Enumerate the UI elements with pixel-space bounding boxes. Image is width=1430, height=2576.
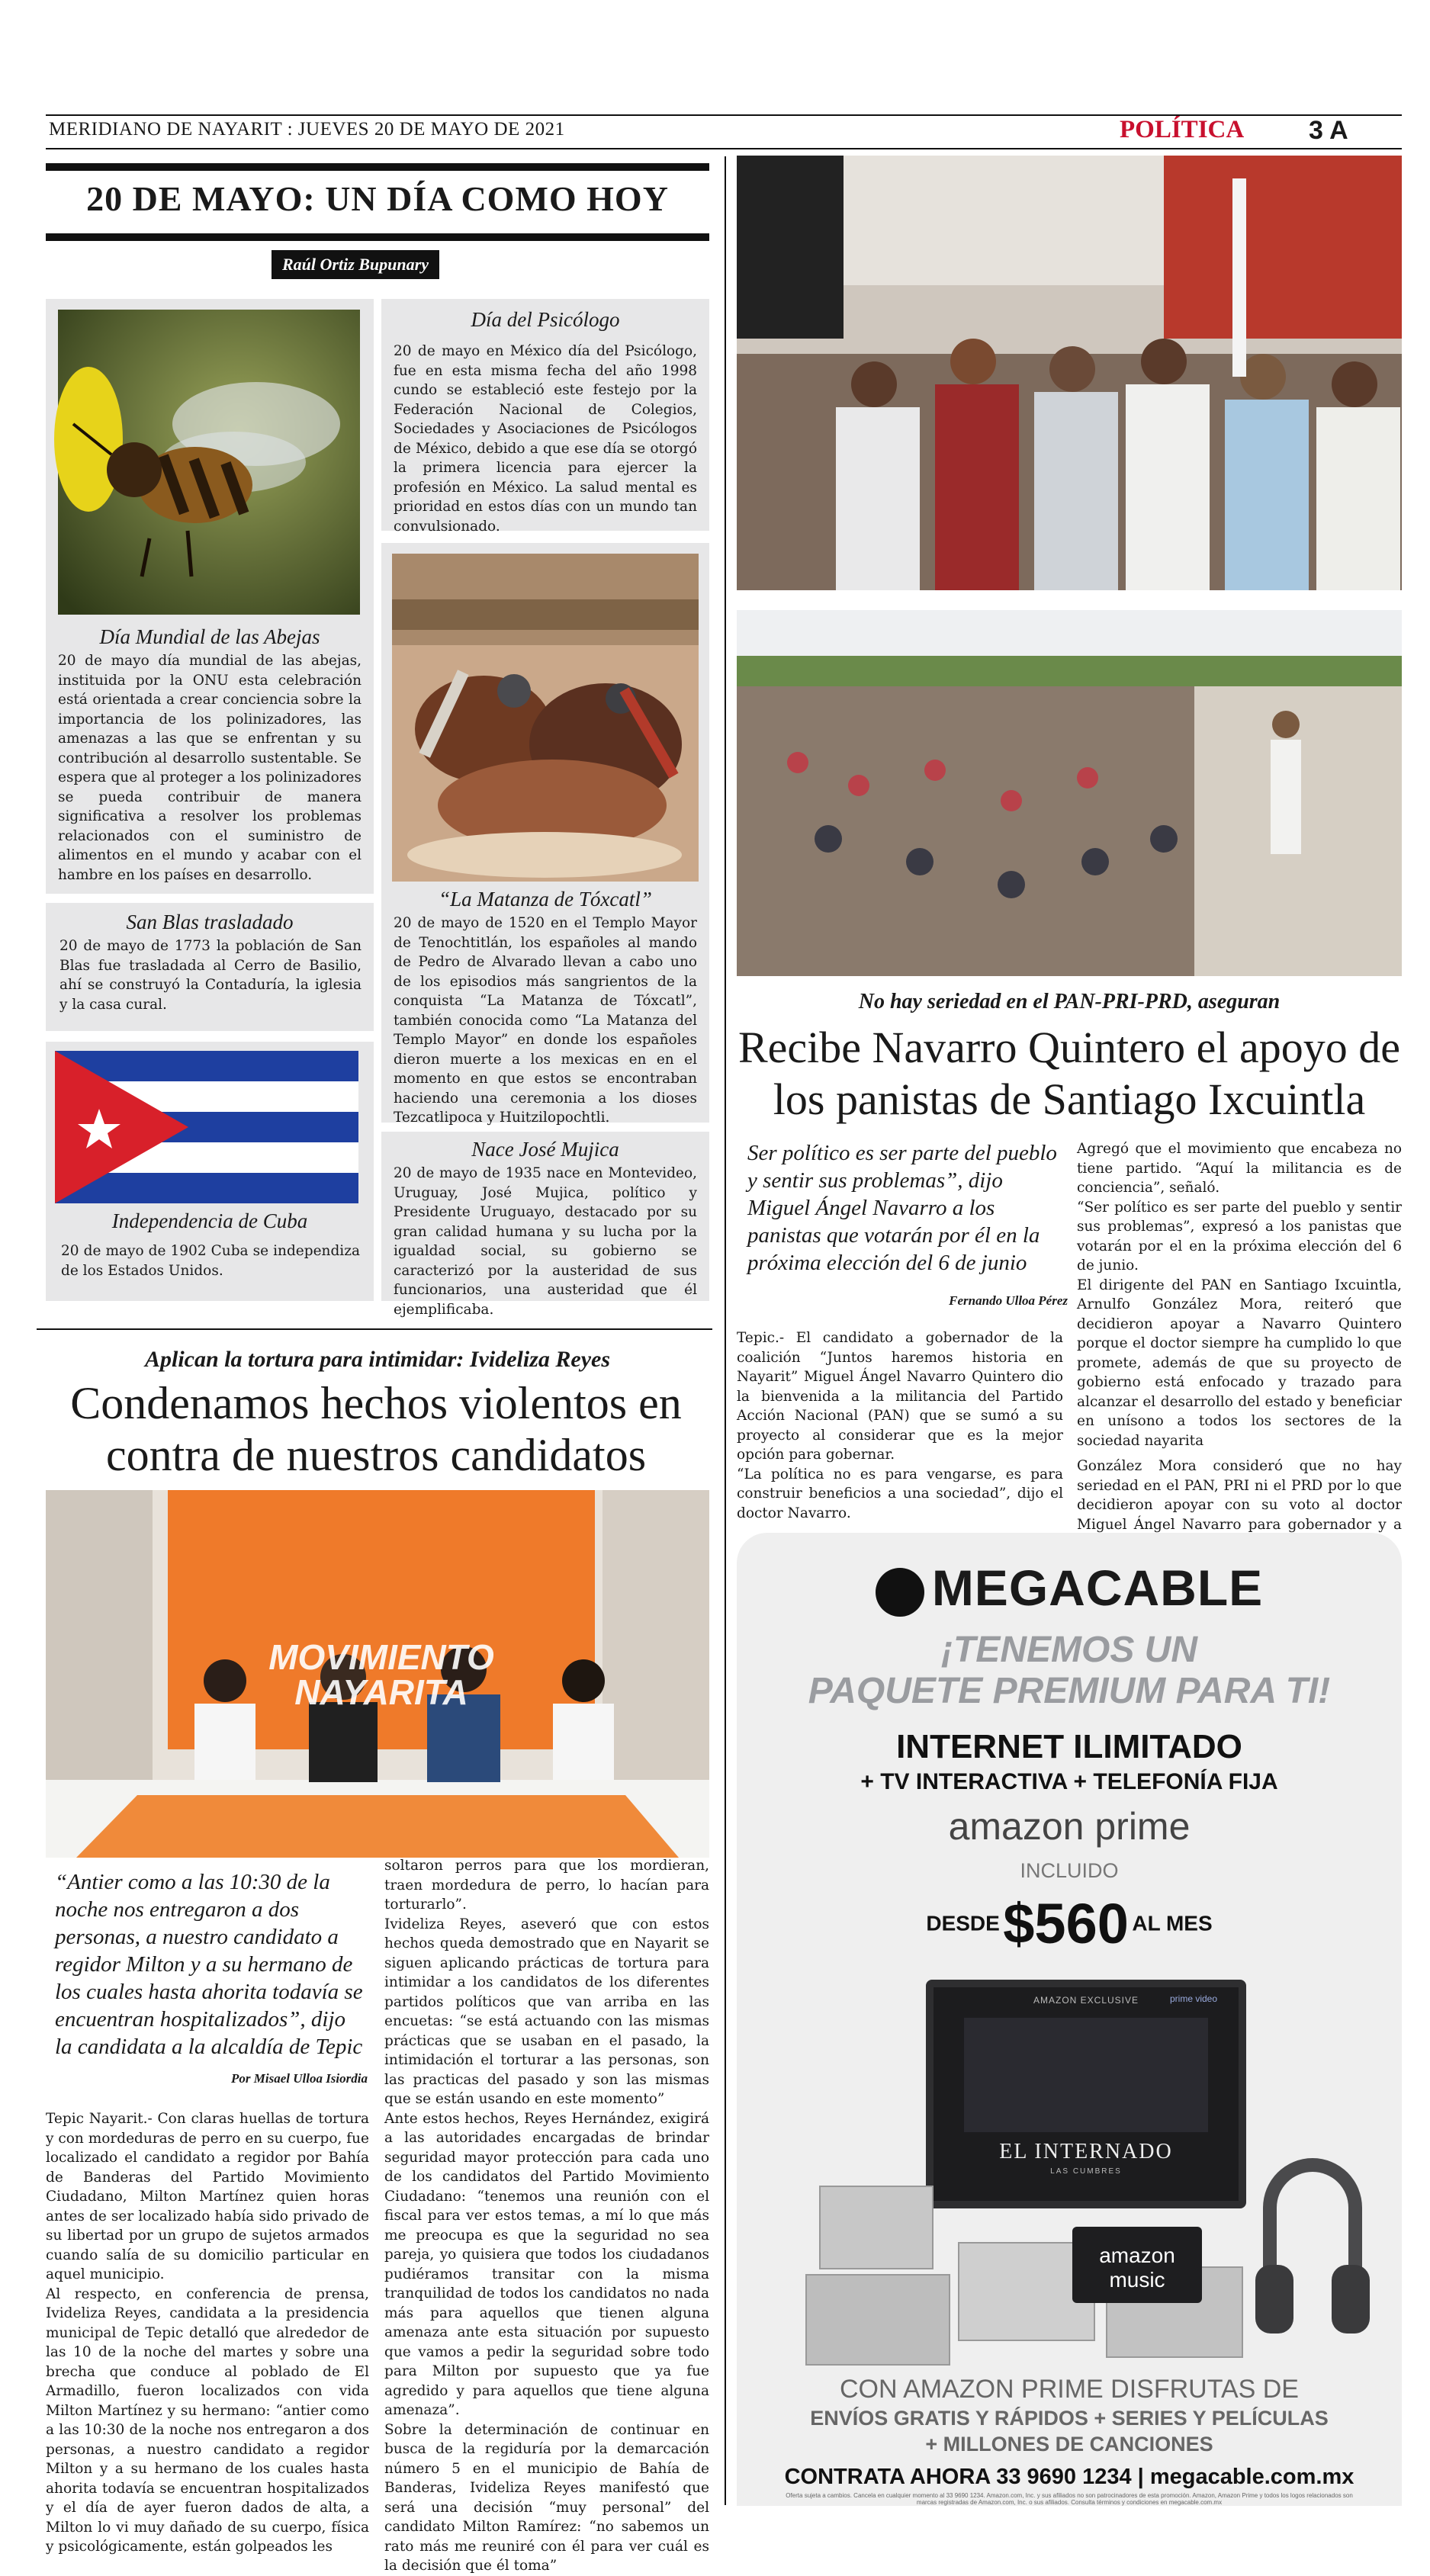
psychologist-text: 20 de mayo en México día del Psicólogo, fue en esta misma fecha del año 1998 cundo se estableció este festejo por la Federación Nacional de Colegios, Sociedades y Asociaciones de Psicólogos de México, debido a que ese día se otorgó la primera licencia para ejercer la profesión en México. La salud mental es prioridad en estos días con un mundo tan convulsionado.	[394, 343, 697, 535]
mujica-text: 20 de mayo de 1935 nace en Montevideo, Uruguay, José Mujica, político y Presidente Uruguayo, destacado por su gran calidad humana y su lucha por la igualdad social, su gobierno se caracterizó por la austeridad de sus funcionarios, una austeridad que él ejemplificaba.	[394, 1165, 697, 1318]
right-article-headline: Recibe Navarro Quintero el apoyo de los panistas de Santiago Ixcuintla	[737, 1023, 1401, 1124]
newspaper-dateline: MERIDIANO DE NAYARIT : JUEVES 20 DE MAYO DE 2021	[49, 119, 565, 140]
feature-item-bees	[46, 299, 374, 894]
right-article-byline: Fernando Ulloa Pérez	[949, 1293, 1068, 1308]
feature-top-bar	[46, 163, 709, 171]
left-article-col2	[384, 1856, 709, 2576]
left-article-kicker: Aplican la tortura para intimidar: Ivideliza Reyes	[144, 1347, 611, 1372]
left-article-headline: Condenamos hechos violentos en contra de nuestros candidatos	[70, 1378, 682, 1480]
ad-foot2: ENVÍOS GRATIS Y RÁPIDOS + SERIES Y PELÍCULAS	[810, 2407, 1329, 2430]
left-col2-p4: Sobre la determinación de continuar en busca de la regiduría por la demarcación número 5 en el municipio de Bahía de Banderas, Ivideliza Reyes manifestó que será una decisión “muy personal” del candidato Milton Ramírez: “no sabemos un rato más me reuniré con él para ver cuál es la decisión que él toma”	[384, 2421, 709, 2574]
toxcatl-text: 20 de mayo de 1520 en el Templo Mayor de Tenochtitlán, los españoles al mando de Pedro de Alvarado llevan a cabo uno de los episodios más sangrientos de la conquista “La Matanza de Tóxcatl”, también conocida como “La Matanza del Templo Mayor” en donde los españoles dieron muerte a los mexicas en en el momento en que estos se encontraban haciendo una ceremonia a los dioses Tezcatlipoca y Huitzilopochtli.	[394, 915, 697, 1126]
press-conference-photo	[46, 1490, 709, 1858]
toxcatl-image	[392, 554, 699, 882]
tv-title: EL INTERNADO	[999, 2140, 1173, 2163]
cuba-flag	[55, 1051, 358, 1203]
ad-internet: INTERNET ILIMITADO	[896, 1728, 1242, 1765]
section-label: POLÍTICA	[1120, 116, 1245, 143]
tv-top-label: AMAZON EXCLUSIVE	[1033, 1995, 1139, 2006]
right-col2-p1: Agregó que el movimiento que encabeza no tiene partido. “Aquí la militancia es de conciencia”, señaló.	[1077, 1141, 1402, 1196]
headphones-icon	[1263, 2158, 1362, 2280]
ad-foot3: + MILLONES DE CANCIONES	[925, 2433, 1213, 2456]
feature-item-psychologist	[381, 299, 709, 535]
ad-price: $560	[1003, 1892, 1129, 1955]
ad-desde: DESDE	[926, 1911, 1000, 1935]
ad-extras: + TV INTERACTIVA + TELEFONÍA FIJA	[860, 1769, 1278, 1794]
feature-item-sanblas	[46, 903, 374, 1031]
ad-line1: ¡TENEMOS UN	[941, 1630, 1197, 1670]
amazon-box-2	[805, 2274, 950, 2366]
headphones-left-cup	[1255, 2265, 1293, 2333]
left-col1-p1: Tepic Nayarit.- Con claras huellas de tortura y con mordeduras de perro en su cuerpo, fue localizado el candidato a regidor por Bahía de Banderas del Partido Movimiento Ciudadano, Milton Martínez quien horas antes de ser localizado había sido privado de su libertad por un grupo de sujetos armados cuando salía de su domicilio particular en aquel municipio.	[46, 2111, 369, 2282]
feature-item-toxcatl	[381, 543, 709, 1126]
tv-brand: prime video	[1170, 1993, 1218, 2004]
left-article-byline: Por Misael Ulloa Isiordia	[231, 2071, 368, 2086]
feature-title: 20 DE MAYO: UN DÍA COMO HOY	[86, 179, 669, 218]
ad-amazon-prime: amazon prime	[948, 1805, 1191, 1848]
bees-text: 20 de mayo día mundial de las abejas, instituida por la ONU esta celebración está orientada a crear conciencia sobre la importancia de los polinizadores, las amenazas a las que se enfrentan y su contribución al desarrollo sustentable. Se espera que al proteger a los polinizadores se pueda contribuir de manera significativa a resolver los problemas relacionados con el suministro de alimentos en el mundo y acabar con el hambre en los países en desarrollo.	[58, 653, 362, 883]
right-col1-p1: Tepic.- El candidato a gobernador de la coalición “Juntos haremos historia en Nayarit” Miguel Ángel Navarro Quintero dio la bienvenida a la militancia del Partido Acción Nacional (PAN) que se sumó a su proyecto al considerar que es la mejor opción para gobernar.	[737, 1330, 1063, 1463]
rally-image-bottom	[737, 610, 1402, 976]
left-col2-p3: Ante estos hechos, Reyes Hernández, exigirá a las autoridades encargadas de brindar seguridad mayor protección para cada uno de los candidatos del Partido Movimiento Ciudadano: “tenemos una reunión con el fiscal para ver estos temas, a mí lo que más me preocupa es que la seguridad no sea pareja, yo quisiera que todos los ciudadanos pudiéramos transitar con la misma tranquilidad de todos los candidatos no nada más para aquellos que tienen alguna amenaza ante esta situación por supuesto que vamos a pedir la seguridad sobre todo para Milton por supuesto que ya fue agredido y para aquellos que tiene alguna amenaza”.	[384, 2110, 709, 2418]
ad-price-line	[737, 1891, 1402, 1956]
right-article-col1	[737, 1328, 1063, 1523]
ad-included: INCLUIDO	[1020, 1859, 1119, 1882]
feature-bottom-bar	[46, 233, 709, 241]
cuba-flag-image	[55, 1051, 358, 1203]
bee-image	[58, 310, 360, 615]
feature-item-cuba	[46, 1042, 374, 1301]
right-article-pullquote: Ser político es ser parte del pueblo y sentir sus problemas”, dijo Miguel Ángel Navarro a los panistas que votarán por él en la próxima elección del 6 de junio	[747, 1141, 1057, 1275]
left-article-pullquote: “Antier como a las 10:30 de la noche nos entregaron a dos personas, a nuestro candidato a regidor Milton y a su hermano de los cuales hasta ahorita todavía se encuentran hospitalizados”, dijo la candidata a la alcaldía de Tepic	[55, 1870, 363, 2059]
left-col2-p2: Ivideliza Reyes, aseveró que con estos hechos queda demostrado que en Nayarit se siguen aplicando prácticas de tortura para intimidar a los candidatos de los diferentes partidos políticos que van arriba en las encuetas: “se está actuando con las mismas prácticas que se usaban en el pasado, la intimidación el torturar a las personas, son las practicas del pasado y son las mismas que se están usando en este momento”	[384, 1916, 709, 2107]
amazon-music-device: amazon music	[1072, 2227, 1202, 2303]
ad-foot1: CON AMAZON PRIME DISFRUTAS DE	[840, 2375, 1299, 2404]
cuba-heading: Independencia de Cuba	[111, 1209, 308, 1232]
ad-tv	[926, 1980, 1246, 2208]
amazon-box-1	[819, 2186, 934, 2269]
right-col2-p2: “Ser político es ser parte del pueblo y sentir sus problemas”, expresó a los panistas que votarán por el en la próxima elección del 6 de junio.	[1077, 1199, 1402, 1274]
psychologist-heading: Día del Psicólogo	[471, 308, 620, 331]
feature-end-rule	[37, 1328, 712, 1330]
right-col1-p2: “La política no es para vengarse, es para construir beneficios a una sociedad”, dijo el doctor Navarro.	[737, 1466, 1063, 1521]
sanblas-text: 20 de mayo de 1773 la población de San Blas fue trasladada al Cerro de Basilio, ahí se construyó la Contaduría, la iglesia y la casa cural.	[59, 938, 362, 1013]
left-article-col1	[46, 2109, 369, 2557]
right-col2-p4: González Mora consideró que no hay seriedad en el PAN, PRI ni el PRD por lo que decidieron apoyar con su voto al doctor Miguel Ángel Navarro para gobernador y a	[1077, 1458, 1402, 1533]
mujica-heading: Nace José Mujica	[471, 1138, 619, 1161]
page-number: 3 A	[1309, 116, 1348, 145]
ad-contact-link[interactable]: CONTRATA AHORA 33 9690 1234 | megacable.com.mx	[784, 2465, 1354, 2489]
headphones-right-cup	[1332, 2265, 1370, 2333]
header-bottom-rule	[46, 148, 1402, 149]
sanblas-heading: San Blas trasladado	[126, 911, 294, 933]
cuba-text: 20 de mayo de 1902 Cuba se independiza de los Estados Unidos.	[61, 1243, 360, 1279]
megacable-ad[interactable]	[737, 1533, 1402, 2506]
right-article-kicker: No hay seriedad en el PAN-PRI-PRD, aseguran	[858, 990, 1281, 1013]
ad-line2: PAQUETE PREMIUM PARA TI!	[808, 1671, 1331, 1711]
tv-subtitle: LAS CUMBRES	[1050, 2167, 1122, 2176]
feature-item-mujica	[381, 1132, 709, 1318]
right-col2-p3: El dirigente del PAN en Santiago Ixcuintla, Arnulfo González Mora, reiteró que decidieron apoyar a Navarro Quintero porque el doctor siempre ha cumplido lo que promete, además de que su proyecto de gobierno está enfocado y trazado para alcanzar el desarrollo del estado y beneficiar en unísono a todos los sectores de la sociedad nayarita	[1077, 1277, 1402, 1449]
photo-banner-text: MOVIMIENTO NAYARITA	[268, 1637, 494, 1712]
right-article-col2	[1077, 1139, 1402, 1554]
bee-photo	[58, 310, 360, 615]
ad-fine-print: Oferta sujeta a cambios. Cancela en cualquier momento al 33 9690 1234. Amazon.com, Inc. y sus afiliados no son patrocinadores de esta promoción. Amazon, Amazon Prime y todos los logos relacionados son marcas registradas de Amazon.com, Inc. o sus afiliados. Consulta términos y condiciones en megacable.com.mx	[786, 2492, 1353, 2506]
feature-byline: Raúl Ortiz Bupunary	[272, 250, 439, 279]
rally-photo-top	[737, 156, 1402, 590]
rally-photo-bottom	[737, 610, 1402, 976]
toxcatl-heading: “La Matanza de Tóxcatl”	[439, 888, 652, 911]
ad-per: AL MES	[1132, 1911, 1213, 1935]
megacable-brand: MEGACABLE	[931, 1559, 1264, 1616]
bees-heading: Día Mundial de las Abejas	[99, 625, 320, 648]
left-col1-p2: Al respecto, en conferencia de prensa, Ivideliza Reyes, candidata a la presidencia municipal de Tepic detalló que alrededor de las 10 de la noche del martes y sobre una brecha que conduce al poblado de El Armadillo, fueron localizados con vida Milton Martínez y su hermano: “antier como a las 10:30 de la noche nos entregaron a dos personas, a nuestro candidato a regidor Milton y a su hermano de los cuales hasta ahorita todavía se encuentran hospitalizados y el día de ayer fueron dados de alta, a Milton lo vi muy dañado de su cuerpo, física y psicológicamente, están golpeados les	[46, 2285, 369, 2555]
left-col2-p1: soltaron perros para que los mordieran, traen mordedura de perro, lo hacían para torturarlo”.	[384, 1858, 709, 1913]
megacable-logo-icon	[876, 1568, 924, 1617]
megacable-logo	[737, 1559, 1402, 1617]
toxcatl-painting	[392, 554, 699, 882]
column-divider	[725, 156, 726, 2505]
rally-image-top	[737, 156, 1402, 590]
tv-cast-image	[964, 2018, 1208, 2132]
header-top-rule	[46, 114, 1402, 116]
